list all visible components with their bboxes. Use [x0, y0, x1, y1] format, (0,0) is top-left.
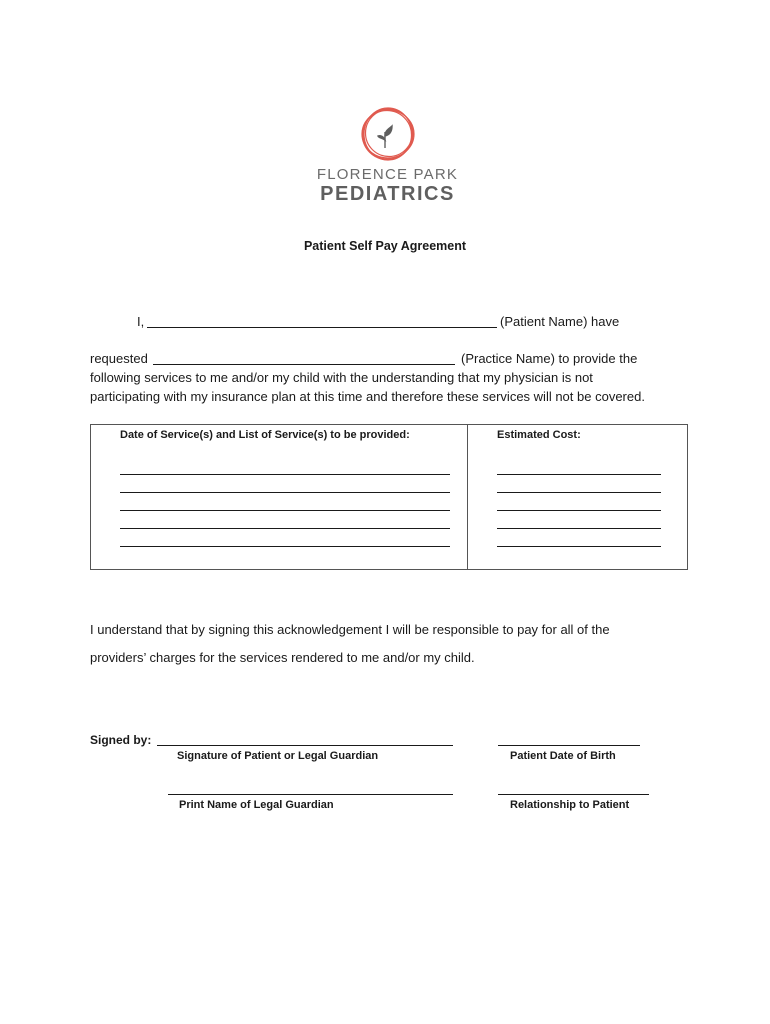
- table-column-divider: [467, 424, 468, 570]
- cost-line-3[interactable]: [497, 510, 661, 511]
- relationship-field[interactable]: [498, 794, 649, 795]
- service-line-3[interactable]: [120, 510, 450, 511]
- logo-text-line2: PEDIATRICS: [320, 183, 455, 205]
- cost-line-2[interactable]: [497, 492, 661, 493]
- dob-label: Patient Date of Birth: [510, 750, 616, 762]
- intro-line4: participating with my insurance plan at this time and therefore these services will not be covered.: [90, 389, 645, 404]
- signature-field[interactable]: [157, 745, 453, 746]
- document-title: Patient Self Pay Agreement: [303, 239, 467, 253]
- service-line-5[interactable]: [120, 546, 450, 547]
- intro-line1-suffix: (Patient Name) have: [500, 314, 620, 329]
- print-name-label: Print Name of Legal Guardian: [179, 799, 334, 811]
- logo-text-line1: FLORENCE PARK: [316, 166, 459, 183]
- cost-line-1[interactable]: [497, 474, 661, 475]
- intro-line1-prefix: I,: [137, 314, 145, 329]
- signed-by-label: Signed by:: [90, 733, 152, 747]
- service-line-4[interactable]: [120, 528, 450, 529]
- practice-name-field[interactable]: [153, 364, 455, 365]
- print-name-field[interactable]: [168, 794, 453, 795]
- acknowledgement-line2: providers’ charges for the services rendered to me and/or my child.: [90, 650, 475, 665]
- services-table: [90, 424, 688, 570]
- signature-label: Signature of Patient or Legal Guardian: [177, 750, 379, 762]
- intro-line2-prefix: requested: [90, 351, 148, 366]
- service-line-1[interactable]: [120, 474, 450, 475]
- service-line-2[interactable]: [120, 492, 450, 493]
- patient-name-field[interactable]: [147, 327, 497, 328]
- intro-line3: following services to me and/or my child with the understanding that my physician is not: [90, 370, 593, 385]
- cost-column-header: Estimated Cost:: [497, 429, 581, 441]
- intro-line2-suffix: (Practice Name) to provide the: [461, 351, 638, 366]
- services-column-header: Date of Service(s) and List of Service(s) to be provided:: [120, 429, 410, 441]
- acknowledgement-line1: I understand that by signing this acknowledgement I will be responsible to pay for all of the: [90, 622, 610, 637]
- logo-circle-icon: [358, 104, 418, 164]
- dob-field[interactable]: [498, 745, 640, 746]
- cost-line-4[interactable]: [497, 528, 661, 529]
- relationship-label: Relationship to Patient: [510, 799, 630, 811]
- cost-line-5[interactable]: [497, 546, 661, 547]
